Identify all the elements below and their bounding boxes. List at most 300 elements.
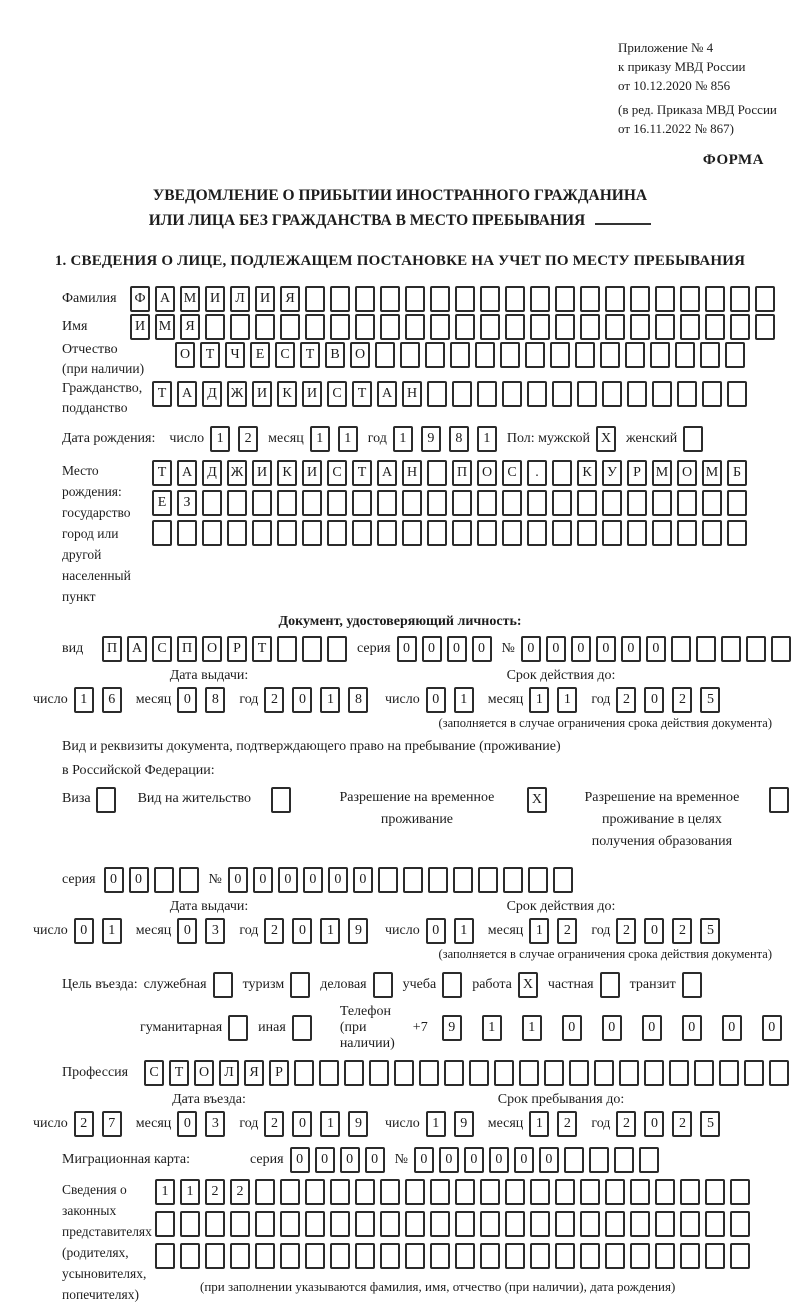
form-cell [696,636,716,662]
form-cell [205,1211,225,1237]
form-cell: 0 [539,1147,559,1173]
form-cell [771,636,791,662]
day-label: число [385,923,420,938]
appendix-line: (в ред. Приказа МВД России [618,102,777,117]
form-cell: 1 [320,918,340,944]
form-cell [503,867,523,893]
legal-reps-row-3 [155,1243,750,1269]
form-cell [555,1179,575,1205]
form-cell [625,342,645,368]
form-cell [230,314,250,340]
form-cell [705,1179,725,1205]
form-cell: 2 [616,918,636,944]
form-cell: С [144,1060,164,1086]
day-label: число [385,1116,420,1131]
form-cell: 0 [303,867,323,893]
form-cell [452,381,472,407]
migration-seria-cells [290,1147,385,1173]
doc-number-label: № [501,641,515,656]
form-cell [769,1060,789,1086]
entry-date [33,1092,385,1137]
form-cell: 0 [489,1147,509,1173]
form-cell [555,1243,575,1269]
form-cell: 1 [426,1111,446,1137]
form-cell: А [155,286,175,312]
form-cell [639,1147,659,1173]
form-cell: Ж [227,460,247,486]
form-cell: 1 [529,1111,549,1137]
form-cell: А [127,636,147,662]
form-cell [327,490,347,516]
profession-cells [144,1060,789,1086]
form-cell [377,490,397,516]
form-cell [594,1060,614,1086]
residence-number-label: № [208,872,222,887]
form-cell [319,1060,339,1086]
issue-date-heading: Дата выдачи: [169,899,249,914]
form-cell: И [255,286,275,312]
year-label: год [367,431,387,446]
form-cell: 2 [672,1111,692,1137]
form-cell [727,490,747,516]
form-cell: 0 [682,1015,702,1041]
month-label: месяц [135,1116,172,1131]
form-cell: 2 [264,918,284,944]
year-label: год [239,923,259,938]
form-cell [403,867,423,893]
form-cell: 0 [439,1147,459,1173]
form-cell [552,520,572,546]
form-cell: С [502,460,522,486]
purpose-official-label: служебная [143,977,207,992]
form-cell [600,342,620,368]
year-label: год [239,692,259,707]
phone-cells [436,1015,800,1041]
form-cell [602,490,622,516]
year-label: год [591,1116,611,1131]
issue-year-cells [264,687,368,713]
residence-seria-label: серия [62,872,96,887]
form-cell [694,1060,714,1086]
form-cell [652,381,672,407]
form-cell [619,1060,639,1086]
purpose-humanitarian-label: гуманитарная [140,1020,223,1035]
form-cell [652,520,672,546]
form-cell: 2 [264,687,284,713]
form-cell: 1 [320,687,340,713]
form-cell [627,520,647,546]
form-cell [719,1060,739,1086]
form-cell [277,490,297,516]
migration-card-row [0,1147,800,1173]
form-cell: 0 [292,1111,312,1137]
form-cell [677,520,697,546]
form-cell [152,520,172,546]
form-cell: 1 [522,1015,542,1041]
doc-valid-until [385,668,737,713]
form-cell: 9 [442,1015,462,1041]
form-cell [400,342,420,368]
doc-seria-cells [397,636,492,662]
appendix-line: от 16.11.2022 № 867) [618,121,735,136]
form-cell: 1 [102,918,122,944]
form-cell [527,520,547,546]
patronymic-cells [175,342,745,368]
form-cell: 2 [616,1111,636,1137]
entry-purpose-row [0,972,800,998]
birth-place-row-2 [152,490,747,516]
month-label: месяц [135,923,172,938]
form-cell [380,314,400,340]
form-cell: 9 [454,1111,474,1137]
doc-seria-label: серия [357,641,391,656]
residence-seria-cells [104,867,199,893]
form-cell: С [327,381,347,407]
identity-doc-row [0,636,800,662]
form-cell [252,520,272,546]
title-underline [595,211,651,225]
checkbox-business [373,972,393,998]
residence-doc-number-row [0,867,800,893]
form-cell [302,520,322,546]
form-cell [375,342,395,368]
birth-date-label: Дата рождения: [62,431,156,446]
legal-reps-cells [155,1179,750,1269]
form-cell: Я [280,286,300,312]
form-cell [605,1179,625,1205]
form-cell [355,314,375,340]
birth-place-sub2: город или другой [62,526,119,562]
form-cell [352,490,372,516]
form-cell [425,342,445,368]
sex-female-label: женский [626,431,678,446]
form-cell [378,867,398,893]
stay-until-date [385,1092,737,1137]
valid-until-heading: Срок действия до: [506,899,616,914]
form-cell [305,286,325,312]
form-cell: Т [169,1060,189,1086]
form-cell: 3 [205,1111,225,1137]
form-cell [527,490,547,516]
form-cell: 0 [177,687,197,713]
form-cell [155,1211,175,1237]
residence-doc-dates [0,899,800,944]
purpose-work-label: работа [472,977,512,992]
residence-doc-line-2: в Российской Федерации: [62,763,215,778]
form-cell: 9 [348,918,368,944]
form-cell: 1 [310,426,330,452]
form-cell [430,314,450,340]
form-cell [671,636,691,662]
form-cell [528,867,548,893]
form-cell [394,1060,414,1086]
form-cell [305,1179,325,1205]
form-cell [154,867,174,893]
form-cell [530,1211,550,1237]
form-cell: 0 [596,636,616,662]
form-cell [255,314,275,340]
checkbox-female [683,426,703,452]
form-cell [155,1243,175,1269]
doc-issue-date [33,668,385,713]
form-cell [202,490,222,516]
form-cell [627,381,647,407]
form-cell [680,1211,700,1237]
form-cell [505,286,525,312]
form-cell: 0 [74,918,94,944]
stay-month-cells [529,1111,577,1137]
form-cell: 1 [477,426,497,452]
form-cell [702,490,722,516]
form-cell: 0 [447,636,467,662]
form-cell: 1 [393,426,413,452]
legal-reps-row-1 [155,1179,750,1205]
form-cell [755,286,775,312]
form-cell [705,1243,725,1269]
appendix-line: от 10.12.2020 № 856 [618,78,731,93]
form-cell [552,490,572,516]
form-cell [205,314,225,340]
form-cell [177,520,197,546]
form-cell [544,1060,564,1086]
form-cell [525,342,545,368]
form-cell [405,1211,425,1237]
form-cell: 0 [292,918,312,944]
form-cell [650,342,670,368]
form-cell [630,1243,650,1269]
form-cell: У [602,460,622,486]
form-cell: 0 [129,867,149,893]
form-cell: А [377,460,397,486]
form-cell [202,520,222,546]
form-cell: 8 [449,426,469,452]
form-cell: И [130,314,150,340]
form-cell [255,1243,275,1269]
form-cell [352,520,372,546]
form-cell [705,1211,725,1237]
form-cell: 6 [102,687,122,713]
form-cell [755,314,775,340]
checkbox-work: X [518,972,538,998]
residence-doc-line-1: Вид и реквизиты документа, подтверждающего право на пребывание (проживание) [62,739,561,754]
form-cell [330,1243,350,1269]
form-cell [475,342,495,368]
form-cell [180,1243,200,1269]
form-cell: П [452,460,472,486]
form-cell [455,1179,475,1205]
entry-year-cells [264,1111,368,1137]
day-label: число [169,431,205,446]
form-cell [630,1211,650,1237]
appendix-line: к приказу МВД России [618,59,746,74]
form-cell: 3 [205,918,225,944]
form-cell [730,314,750,340]
form-cell: 0 [365,1147,385,1173]
citizenship-row [0,381,800,418]
form-cell [427,460,447,486]
form-cell: 2 [74,1111,94,1137]
form-cell [505,1179,525,1205]
form-cell [327,636,347,662]
surname-row [0,286,800,312]
birth-month-cells [310,426,358,452]
form-cell [655,314,675,340]
form-cell: 1 [210,426,230,452]
form-cell [355,1211,375,1237]
checkbox-residence-permit [271,787,291,813]
name-cells [130,314,775,340]
form-cell [430,286,450,312]
form-cell [419,1060,439,1086]
form-cell: 0 [514,1147,534,1173]
form-cell [452,520,472,546]
form-cell: А [377,381,397,407]
appendix-reference [618,38,800,138]
form-cell [655,1211,675,1237]
form-cell [477,520,497,546]
form-cell [702,520,722,546]
form-cell [305,1243,325,1269]
form-cell [500,342,520,368]
form-cell [180,1211,200,1237]
form-cell [377,520,397,546]
form-cell: 0 [253,867,273,893]
residence-issue-year-cells [264,918,368,944]
form-cell: 0 [353,867,373,893]
form-cell: 1 [180,1179,200,1205]
form-cell [305,314,325,340]
residence-valid-day-cells [426,918,474,944]
valid-until-heading: Срок действия до: [506,668,616,683]
form-cell [427,520,447,546]
checkbox-private [600,972,620,998]
form-cell: К [277,460,297,486]
form-cell [569,1060,589,1086]
form-cell [428,867,448,893]
form-cell: 0 [602,1015,622,1041]
form-cell: 1 [557,687,577,713]
title-line-1: УВЕДОМЛЕНИЕ О ПРИБЫТИИ ИНОСТРАННОГО ГРАЖДАНИНА [152,187,648,204]
checkbox-study [442,972,462,998]
form-cell [700,342,720,368]
form-cell [405,1179,425,1205]
birth-place-sub3: населенный пункт [62,568,131,604]
form-cell [552,381,572,407]
form-cell: Я [180,314,200,340]
form-cell: 5 [700,1111,720,1137]
form-cell: 1 [529,687,549,713]
form-cell: 0 [278,867,298,893]
form-cell: С [152,636,172,662]
form-cell [680,1179,700,1205]
form-cell: 5 [700,918,720,944]
form-cell: К [577,460,597,486]
form-cell [575,342,595,368]
temp-residence-edu-label: Разрешение на временное проживание в целях получения образования [584,790,740,849]
restriction-note: (заполняется в случае ограничения срока действия документа) [438,716,772,730]
form-cell: 0 [290,1147,310,1173]
form-cell [469,1060,489,1086]
form-cell [589,1147,609,1173]
purpose-tourism-label: туризм [242,977,285,992]
form-cell [405,314,425,340]
migration-card-label: Миграционная карта: [62,1152,191,1167]
form-cell: Ч [225,342,245,368]
form-cell: 0 [328,867,348,893]
form-cell: 0 [426,918,446,944]
form-cell: О [202,636,222,662]
title-line-2: ИЛИ ЛИЦА БЕЗ ГРАЖДАНСТВА В МЕСТО ПРЕБЫВАНИЯ [0,208,800,233]
form-cell [605,1211,625,1237]
form-cell [505,1211,525,1237]
citizenship-label: Гражданство, подданство [62,381,152,418]
form-cell [330,286,350,312]
form-cell [480,286,500,312]
form-cell: 0 [397,636,417,662]
checkbox-male: X [596,426,616,452]
form-cell: 1 [454,687,474,713]
form-cell: К [277,381,297,407]
form-cell: 9 [348,1111,368,1137]
form-cell: 2 [205,1179,225,1205]
form-cell [402,520,422,546]
form-cell [502,490,522,516]
form-cell [630,286,650,312]
day-label: число [33,923,68,938]
form-cell [744,1060,764,1086]
sex-male-label: Пол: мужской [506,431,591,446]
form-cell: О [350,342,370,368]
form-cell: 0 [644,918,664,944]
form-cell [179,867,199,893]
form-cell: Е [250,342,270,368]
doc-number-cells [521,636,791,662]
form-cell: 8 [205,687,225,713]
form-cell [455,286,475,312]
form-cell [277,520,297,546]
form-cell: М [652,460,672,486]
form-cell: З [177,490,197,516]
form-cell [294,1060,314,1086]
birth-place-row-3 [152,520,747,546]
form-cell: П [177,636,197,662]
form-cell [402,490,422,516]
checkbox-tourism [290,972,310,998]
form-cell [252,490,272,516]
form-cell [644,1060,664,1086]
form-cell: И [252,460,272,486]
checkbox-humanitarian [228,1015,248,1041]
form-cell [630,1179,650,1205]
form-cell [580,1179,600,1205]
phone-label: Телефон (при наличии) [339,1004,395,1051]
form-cell [602,520,622,546]
form-cell: А [177,460,197,486]
form-cell [280,1179,300,1205]
stay-until-heading: Срок пребывания до: [497,1092,625,1107]
form-cell [730,1179,750,1205]
form-cell: 5 [700,687,720,713]
form-cell: 0 [426,687,446,713]
form-cell: 0 [340,1147,360,1173]
month-label: месяц [487,692,524,707]
identity-doc-heading: Документ, удостоверяющий личность: [278,614,522,629]
form-cell [577,520,597,546]
checkbox-visa [96,787,116,813]
form-cell [477,490,497,516]
year-label: год [591,923,611,938]
day-label: число [33,692,68,707]
